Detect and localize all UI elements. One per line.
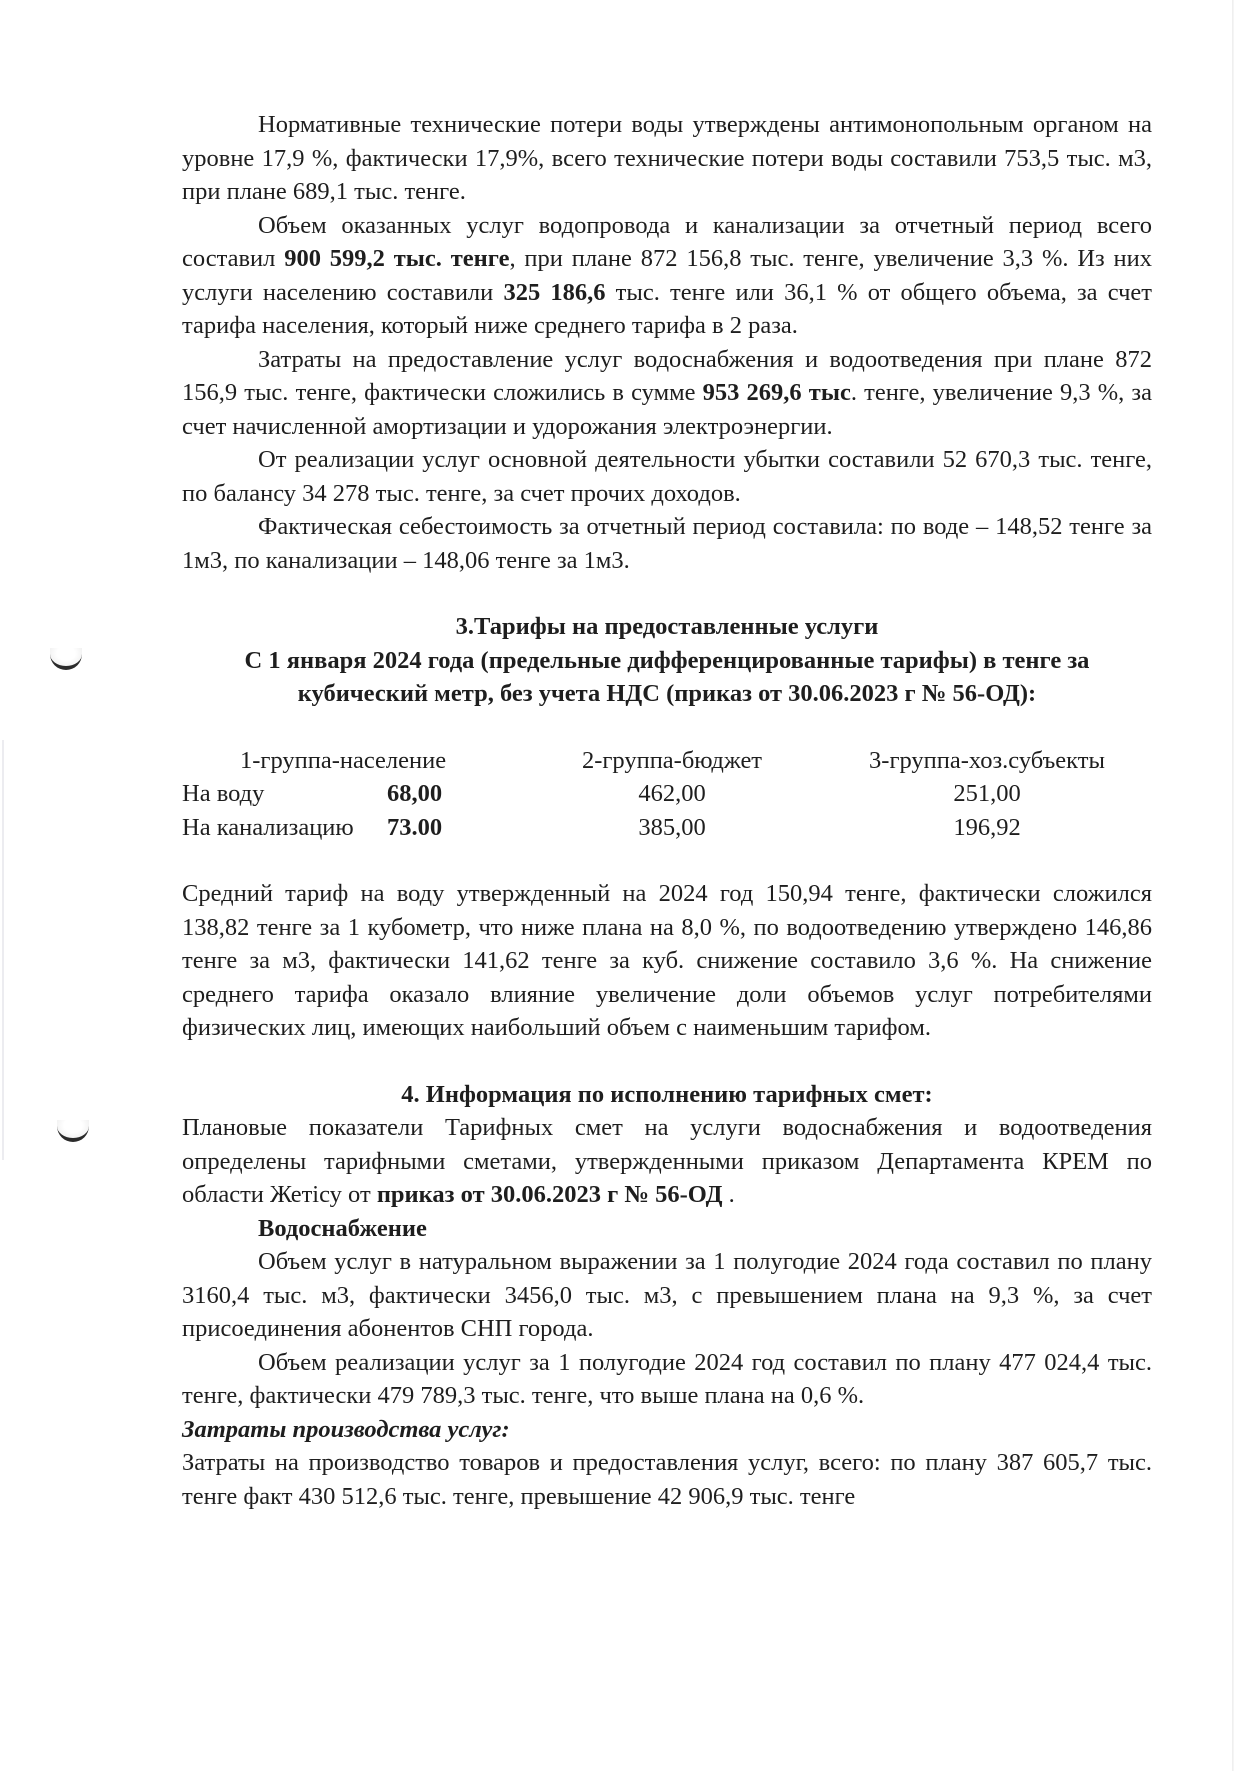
header-group-2: 2-группа-бюджет: [581, 746, 763, 774]
document-body: [182, 108, 1152, 1513]
section-4-title: 4. Информация по исполнению тарифных смет:: [401, 1080, 933, 1108]
cell-group-2: 385,00: [638, 813, 706, 841]
table-row: [182, 777, 1152, 811]
spacer: [182, 711, 1152, 744]
paragraph-technical-losses: Нормативные технические потери воды утверждены антимонопольным органом на уровне 17,9 %, фактически 17,9%, всего технические потери воды составили 753,5 тыс. м3, при плане 689,1 тыс. тенге.: [182, 111, 1152, 205]
row-label: На канализацию: [182, 813, 354, 841]
spacer: [182, 844, 1152, 877]
section-3-title: 3.Тарифы на предоставленные услуги: [455, 613, 879, 640]
cell-group-3: 251,00: [953, 780, 1021, 807]
costs-heading: Затраты производства услуг:: [182, 1415, 510, 1443]
page-edge-shadow-left: [2, 740, 4, 1160]
section-3-subtitle: С 1 января 2024 года (предельные дифференцированные тарифы) в тенге за кубический метр, без учета НДС (приказ от 30.06.2023 г № 56-ОД):: [244, 646, 1090, 707]
punch-hole-mark: [50, 648, 82, 670]
paragraph-tariff-estimates: Плановые показатели Тарифных смет на услуги водоснабжения и водоотведения определены тарифными сметами, утвержденными приказом Департамента КРЕМ по области Жетісу от приказ от 30.06.2023 г № 56-ОД .: [182, 1114, 1152, 1208]
paragraph-average-tariff: Средний тариф на воду утвержденный на 2024 год 150,94 тенге, фактически сложился 138,82 тенге за 1 кубометр, что ниже плана на 8,0 %, по водоотведению утверждено 146,86 тенге за м3, фактически 141,62 тенге за куб. снижение составило 3,6 %. На снижение среднего тарифа оказало влияние увеличение доли объемов услуг потребителями физических лиц, имеющих наибольший объем с наименьшим тарифом.: [182, 880, 1152, 1041]
water-supply-heading: Водоснабжение: [258, 1214, 427, 1242]
header-group-3: 3-группа-хоз.субъекты: [869, 746, 1105, 774]
table-row: [182, 811, 1152, 845]
cell-group-1: 73.00: [387, 813, 443, 841]
row-label: На воду: [182, 780, 265, 807]
cell-group-1: 68,00: [387, 780, 443, 807]
paragraph-natural-volume: Объем услуг в натуральном выражении за 1 полугодие 2024 года составил по плану 3160,4 тыс. м3, фактически 3456,0 тыс. м3, с превышением плана на 9,3 %, за счет присоединения абонентов СНП города.: [182, 1248, 1152, 1342]
cell-group-2: 462,00: [638, 780, 706, 807]
tariff-table-header: [182, 744, 1152, 778]
paragraph-production-costs: Затраты на производство товаров и предоставления услуг, всего: по плану 387 605,7 тыс. тенге факт 430 512,6 тыс. тенге, превышение 42 906,9 тыс. тенге: [182, 1449, 1152, 1510]
punch-hole-mark: [57, 1120, 89, 1142]
bold-amount: 325 186,6: [503, 278, 606, 306]
paragraph-losses: От реализации услуг основной деятельности убытки составили 52 670,3 тыс. тенге, по балансу 34 278 тыс. тенге, за счет прочих доходов.: [182, 446, 1152, 507]
cell-group-3: 196,92: [953, 813, 1021, 841]
paragraph-cost-price: Фактическая себестоимость за отчетный период составила: по воде – 148,52 тенге за 1м3, по канализации – 148,06 тенге за 1м3.: [182, 513, 1152, 574]
paragraph-costs: Затраты на предоставление услуг водоснабжения и водоотведения при плане 872 156,9 тыс. тенге, фактически сложились в сумме 953 269,6 тыс. тенге, увеличение 9,3 %, за счет начисленной амортизации и удорожания электроэнергии.: [182, 345, 1152, 440]
tariff-table: [182, 744, 1152, 845]
spacer: [182, 577, 1152, 610]
bold-order-ref: приказ от 30.06.2023 г № 56-ОД: [376, 1181, 723, 1208]
spacer: [182, 1045, 1152, 1078]
page-edge-shadow: [1232, 0, 1234, 1771]
paragraph-sales-volume: Объем реализации услуг за 1 полугодие 2024 год составил по плану 477 024,4 тыс. тенге, фактически 479 789,3 тыс. тенге, что выше плана на 0,6 %.: [182, 1348, 1152, 1409]
bold-amount: 953 269,6 тыс: [702, 379, 851, 406]
paragraph-service-volume: Объем оказанных услуг водопровода и канализации за отчетный период всего составил 900 599,2 тыс. тенге, при плане 872 156,8 тыс. тенге, увеличение 3,3 %. Из них услуги населению составили 325 186,6 тыс. тенге или 36,1 % от общего объема, за счет тарифа населения, который ниже среднего тарифа в 2 раза.: [182, 211, 1153, 339]
header-group-1: 1-группа-население: [240, 746, 447, 774]
bold-amount: 900 599,2 тыс. тенге: [284, 245, 510, 272]
